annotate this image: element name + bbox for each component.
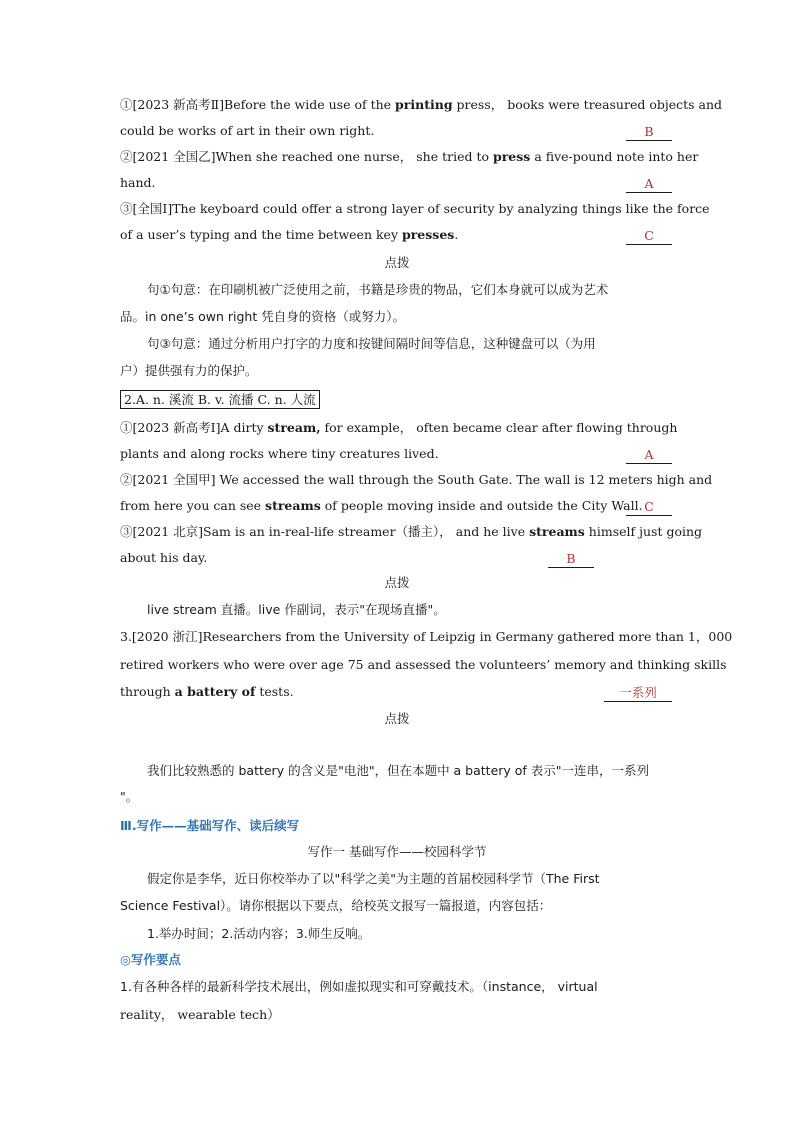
q2-options-box: 2.A. n. 溪流 B. v. 流播 C. n. 人流 bbox=[120, 390, 320, 409]
q1-sentence-3-line-1: ③[全国Ⅰ]The keyboard could offer a strong layer of security by analyzing things like the force bbox=[120, 201, 710, 216]
q1-tip-1-line-2: 品。in one’s own right 凭自身的资格（或努力）。 bbox=[120, 309, 405, 324]
q3-line-2: retired workers who were over age 75 and assessed the volunteers’ memory and thinking skills bbox=[120, 657, 727, 672]
writing-points: 1.举办时间；2.活动内容；3.师生反响。 bbox=[147, 926, 371, 941]
q1-tip-2-line-2: 户）提供强有力的保护。 bbox=[120, 363, 258, 378]
q3-tip-line-2: "。 bbox=[120, 789, 139, 804]
key-point-1-line-1: 1.有各种各样的最新科学技术展出，例如虚拟现实和可穿戴技术。（instance， virtual bbox=[120, 979, 598, 994]
q2-sentence-1-line-1: ①[2023 新高考Ⅰ]A dirty stream, for example， often became clear after flowing through bbox=[120, 420, 678, 435]
writing-prompt-line-2: Science Festival）。请你根据以下要点，给校英文报写一篇报道，内容包括： bbox=[120, 898, 552, 913]
q3-line-3: through a battery of tests. bbox=[120, 684, 294, 699]
writing-title: 写作一 基础写作——校园科学节 bbox=[307, 844, 487, 859]
key-points-heading: ◎写作要点 bbox=[120, 952, 181, 967]
q2-sentence-2-line-1: ②[2021 全国甲] We accessed the wall through the South Gate. The wall is 12 meters high and bbox=[120, 472, 713, 487]
q3-answer: 一系列 bbox=[604, 685, 672, 702]
q2-tip-title: 点拨 bbox=[384, 575, 410, 590]
q1-tip-1-line-1: 句①句意：在印刷机被广泛使用之前，书籍是珍贵的物品，它们本身就可以成为艺术 bbox=[147, 282, 609, 297]
q2-answer-3: B bbox=[548, 551, 594, 568]
q2-sentence-2-line-2: from here you can see streams of people moving inside and outside the City Wall. bbox=[120, 498, 643, 513]
section-heading: Ⅲ.写作——基础写作、读后续写 bbox=[120, 818, 300, 833]
q2-answer-2: C bbox=[626, 499, 672, 516]
q3-tip-title: 点拨 bbox=[384, 711, 410, 726]
q1-sentence-1-line-2: could be works of art in their own right. bbox=[120, 123, 375, 138]
key-point-1-line-2: reality， wearable tech） bbox=[120, 1007, 280, 1022]
q2-sentence-3-line-2: about his day. bbox=[120, 550, 208, 565]
writing-prompt-line-1: 假定你是李华，近日你校举办了以"科学之美"为主题的首届校园科学节（The First bbox=[147, 871, 600, 886]
q1-answer-1: B bbox=[626, 124, 672, 141]
q2-tip: live stream 直播。live 作副词，表示"在现场直播"。 bbox=[147, 602, 446, 617]
q3-tip-line-1: 我们比较熟悉的 battery 的含义是"电池"，但在本题中 a battery of 表示"一连串，一系列 bbox=[147, 763, 650, 778]
q2-answer-1: A bbox=[626, 447, 672, 464]
q1-tip-title: 点拨 bbox=[384, 255, 410, 270]
q1-sentence-2-line-1: ②[2021 全国乙]When she reached one nurse， she tried to press a five-pound note into her bbox=[120, 149, 699, 164]
q1-sentence-3-line-2: of a user’s typing and the time between key presses. bbox=[120, 227, 459, 242]
q2-sentence-1-line-2: plants and along rocks where tiny creatures lived. bbox=[120, 446, 439, 461]
q1-answer-2: A bbox=[626, 176, 672, 193]
q1-tip-2-line-1: 句③句意：通过分析用户打字的力度和按键间隔时间等信息，这种键盘可以（为用 bbox=[147, 336, 596, 351]
q1-answer-3: C bbox=[626, 228, 672, 245]
q2-options bbox=[120, 390, 675, 409]
q1-sentence-2-line-2: hand. bbox=[120, 175, 156, 190]
q2-sentence-3-line-1: ③[2021 北京]Sam is an in-real-life streamer（播主）， and he live streams himself just going bbox=[120, 524, 703, 539]
q1-sentence-1-line-1: ①[2023 新高考Ⅱ]Before the wide use of the printing press， books were treasured objects and bbox=[120, 97, 723, 112]
q3-line-1: 3.[2020 浙江]Researchers from the University of Leipzig in Germany gathered more than 1，000 bbox=[120, 629, 733, 644]
